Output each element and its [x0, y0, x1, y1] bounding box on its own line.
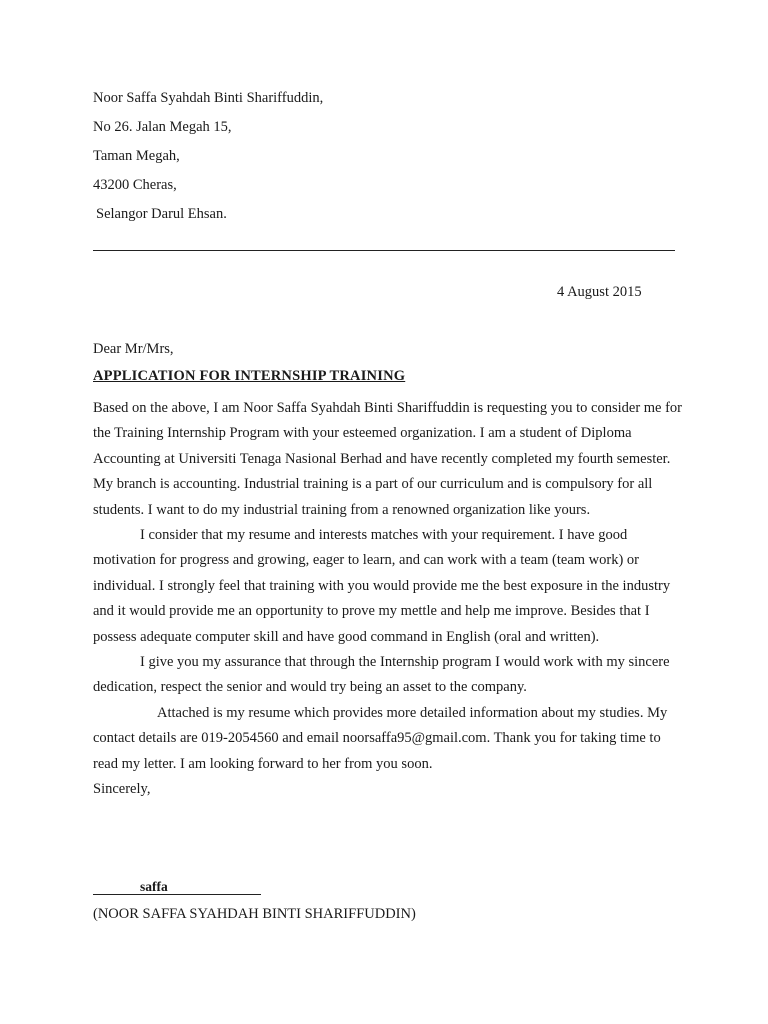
letter-body — [93, 396, 683, 803]
closing: Sincerely, — [93, 781, 151, 798]
sender-address-line-4: Selangor Darul Ehsan. — [96, 206, 227, 222]
signature-line — [93, 880, 261, 895]
sender-address-line-2: Taman Megah, — [93, 148, 180, 164]
paragraph-qualifications: I consider that my resume and interests matches with your requirement. I have good motivation for progress and growing, eager to learn, and can work with a team (team work) or individual. I strongly feel that training with you would provide me the best exposure in the industry and it would provide me an opportunity to prove my mettle and help me improve. Besides that I possess adequate computer skill and have good command in English (oral and written). — [93, 527, 671, 645]
sender-name: Noor Saffa Syahdah Binti Shariffuddin, — [93, 90, 324, 106]
header-divider — [93, 250, 675, 251]
letter-date: 4 August 2015 — [557, 284, 642, 300]
sender-address-line-1: No 26. Jalan Megah 15, — [93, 119, 232, 135]
signature: saffa — [140, 879, 168, 894]
paragraph-assurance: I give you my assurance that through the Internship program I would work with my sincere dedication, respect the senior and would try being an asset to the company. — [93, 654, 670, 696]
paragraph-intro: Based on the above, I am Noor Saffa Syahdah Binti Shariffuddin is requesting you to consider me for the Training Internship Program with your esteemed organization. I am a student of Diploma Accounting at Universiti Tenaga Nasional Berhad and have recently completed my fourth semester. My branch is accounting. Industrial training is a part of our curriculum and is compulsory for all students. I want to do my industrial training from a renowned organization like yours. — [93, 400, 683, 518]
letter-subject: APPLICATION FOR INTERNSHIP TRAINING — [93, 368, 406, 384]
salutation: Dear Mr/Mrs, — [93, 341, 174, 357]
paragraph-contact: Attached is my resume which provides more detailed information about my studies. My contact details are 019-2054560 and email noorsaffa95@gmail.com. Thank you for taking time to read my letter. I am looking forward to her from you soon. — [93, 704, 668, 772]
sender-address-line-3: 43200 Cheras, — [93, 177, 177, 193]
signature-printed-name: (NOOR SAFFA SYAHDAH BINTI SHARIFFUDDIN) — [93, 906, 416, 922]
